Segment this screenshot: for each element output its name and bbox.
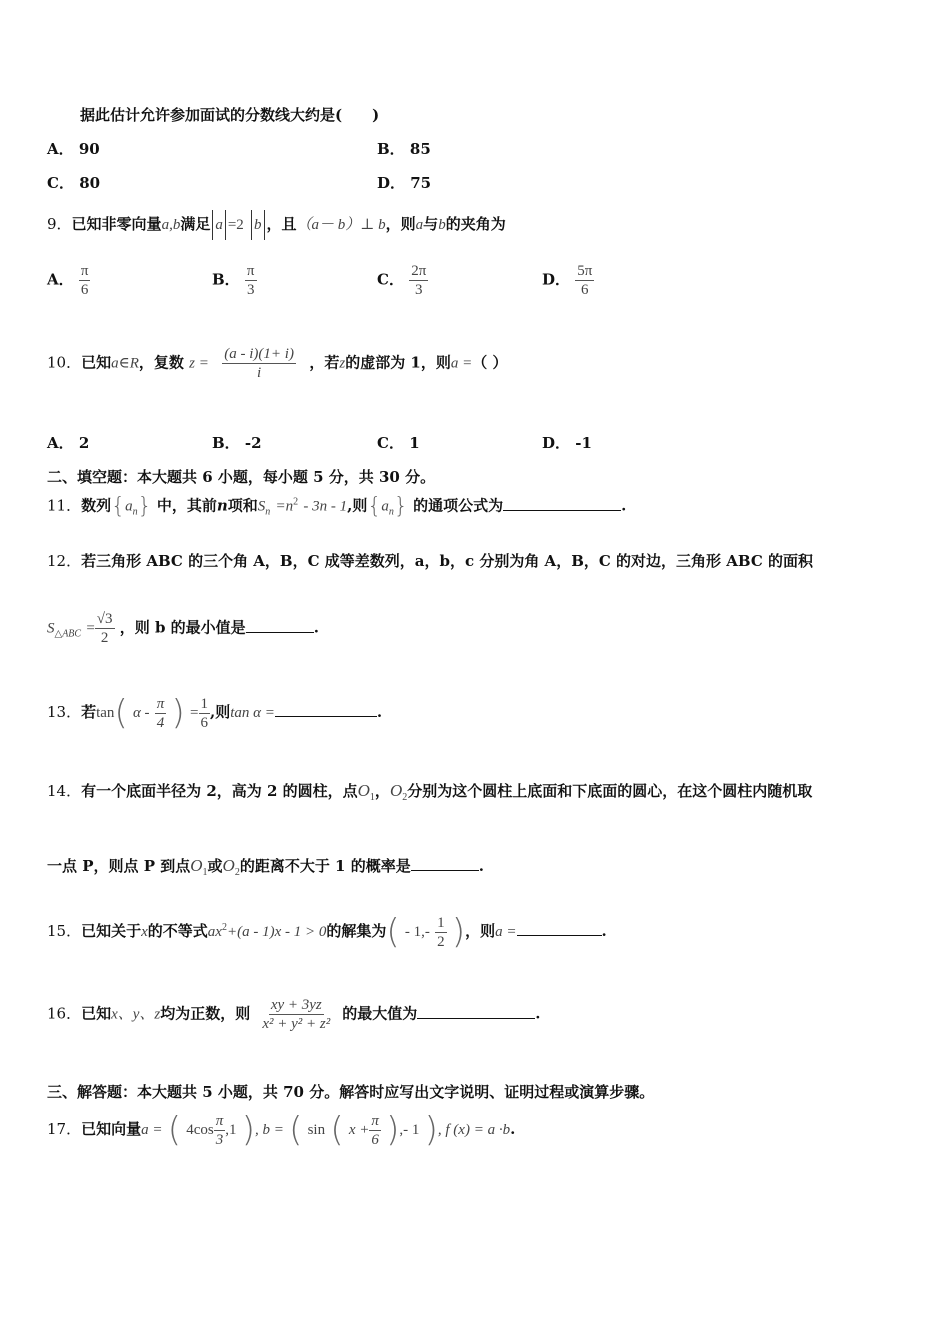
q10-stem: 10．已知a∈R，复数 z = $\frac{(a - i)(1+ i)}{i}$ ，若z的虚部为 1，则a =（ ）	[47, 346, 508, 381]
q8-option-a: A． 90	[47, 140, 100, 158]
q15-stem: 15．已知关于x的不等式$ax^2+(a - 1)x - 1 > 0$的解集为( - 1,- $\frac{1}{2}$ )，则a = .	[47, 912, 607, 952]
q14-line-1: 14．有一个底面半径为 2，高为 2 的圆柱，点$O_1$，$O_2$分别为这个圆柱上底面和下底面的圆心，在这个圆柱内随机取	[47, 781, 813, 803]
q8-stem: 据此估计允许参加面试的分数线大约是( )	[80, 106, 380, 124]
q9-option-c: C． $\frac{2\pi}{3}$	[377, 263, 427, 298]
section-3-heading: 三、解答题：本大题共 5 小题，共 70 分。解答时应写出文字说明、证明过程或演算步骤。	[47, 1083, 655, 1101]
q8-option-b: B． 85	[377, 140, 431, 158]
q9-option-d: D． $\frac{5\pi}{6}$	[542, 263, 593, 298]
q11-stem: 11．数列$\{a_n\}$ 中，其前n项和$S_n =n^2 - 3n - 1$,则$\{a_n\}$ 的通项公式为 .	[47, 494, 627, 519]
q12-area: $S_{\triangle ABC}$ = $\frac{√3}{2}$ ，则 b 的最小值是 .	[47, 611, 319, 646]
q10-option-b: B． -2	[212, 434, 262, 452]
q8-option-d: D． 75	[377, 174, 432, 192]
q16-stem: 16．已知x、y、z均为正数，则 $\frac{xy + 3yz}{\text{x² + y² + z²}}$ 的最大值为 .	[47, 997, 541, 1032]
q8-option-c: C． 80	[47, 174, 101, 192]
q12-stem: 12．若三角形 ABC 的三个角 A，B，C 成等差数列，a，b，c 分别为角 A，B，C 的对边，三角形 ABC 的面积	[47, 552, 814, 570]
q9-stem: 9．已知非零向量a,b满足 a =2 b ，且（a－ b）⊥ b，则a与b的夹角为	[47, 210, 506, 240]
q10-option-d: D． -1	[542, 434, 592, 452]
q13-stem: 13．若tan( α - $\frac{\pi}{4}$ ) = $\frac{1}{6}$ ,则tan α = .	[47, 693, 383, 733]
q17-stem: 17．已知向量a = ( 4cos $\frac{\pi}{3}$ ,1 ), b = ( sin ( x + $\frac{\pi}{6}$ ),- 1 ), f (x) = a ·b.	[47, 1110, 516, 1150]
section-2-heading: 二、填空题：本大题共 6 小题，每小题 5 分，共 30 分。	[47, 468, 436, 486]
q9-option-b: B． $\frac{\pi}{3}$	[212, 263, 255, 298]
q9-option-a: A． $\frac{\pi}{6}$	[47, 263, 89, 298]
q10-option-a: A． 2	[47, 434, 90, 452]
q10-option-c: C． 1	[377, 434, 420, 452]
q14-line-2: 一点 P，则点 P 到点$O_1$或$O_2$的距离不大于 1 的概率是 .	[47, 856, 484, 878]
